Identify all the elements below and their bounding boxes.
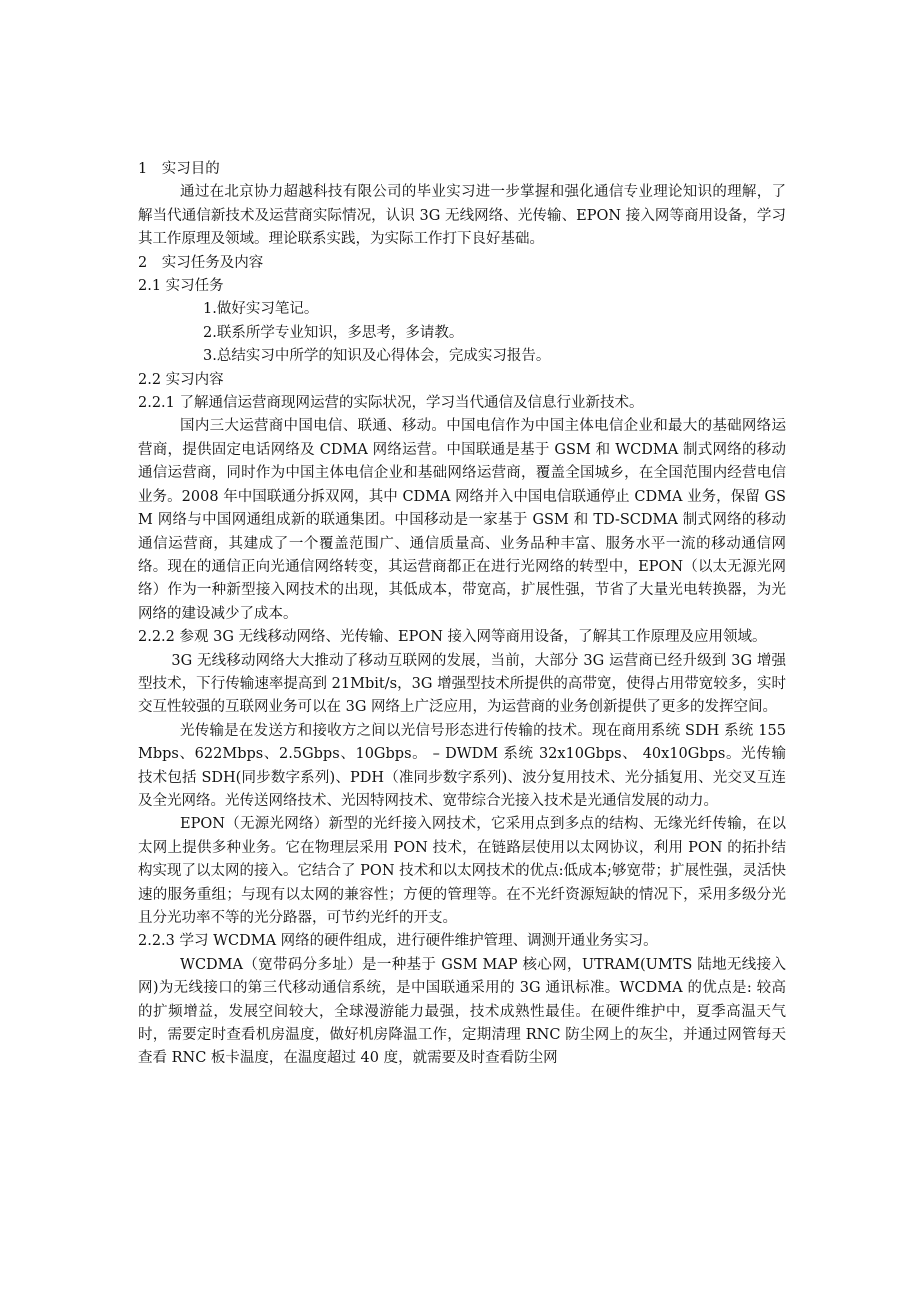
document-page bbox=[138, 158, 786, 1071]
section-2-2-2-paragraph-1: 3G 无线移动网络大大推动了移动互联网的发展，当前，大部分 3G 运营商已经升级到 3G 增强型技术，下行传输速率提高到 21Mbit/s，3G 增强型技术所提供的高带宽，使得占用带宽较多，实时交互性较强的互联网业务可以在 3G 网络上广泛应用，为运营商的业务创新提供了更多的发挥空间。 bbox=[138, 652, 786, 716]
task-item: 1.做好实习笔记。 bbox=[203, 301, 319, 318]
task-item: 2.联系所学专业知识，多思考，多请教。 bbox=[203, 324, 464, 341]
section-2-2-2-paragraph-2: 光传输是在发送方和接收方之间以光信号形态进行传输的技术。现在商用系统 SDH 系统 155Mbps、622Mbps、2.5Gbps、10Gbps。 – DWDM 系统 32x10Gbps、 40x10Gbps。光传输技术包括 SDH(同步数字系列)、PDH（准同步数字系列)、波分复用技术、光分插复用、光交叉互连及全光网络。光传送网络技术、光因特网技术、宽带综合光接入技术是光通信发展的动力。 bbox=[138, 722, 786, 809]
section-1-paragraph: 通过在北京协力超越科技有限公司的毕业实习进一步掌握和强化通信专业理论知识的理解，了解当代通信新技术及运营商实际情况，认识 3G 无线网络、光传输、EPON 接入网等商用设备，学习其工作原理及领域。理论联系实践，为实际工作打下良好基础。 bbox=[138, 184, 786, 248]
section-2-2-1-paragraph: 国内三大运营商中国电信、联通、移动。中国电信作为中国主体电信企业和最大的基础网络运营商，提供固定电话网络及 CDMA 网络运营。中国联通是基于 GSM 和 WCDMA 制式网络的移动通信运营商，同时作为中国主体电信企业和基础网络运营商，覆盖全国城乡，在全国范围内经营电信业务。2008 年中国联通分拆双网，其中 CDMA 网络并入中国电信联通停止 CDMA 业务，保留 GSM 网络与中国网通组成新的联通集团。中国移动是一家基于 GSM 和 TD-SCDMA 制式网络的移动通信运营商，其建成了一个覆盖范围广、通信质量高、业务品种丰富、服务水平一流的移动通信网络。现在的通信正向光通信网络转变，其运营商都正在进行光网络的转型中，EPON（以太无源光网络）作为一种新型接入网技术的出现，其低成本，带宽高，扩展性强，节省了大量光电转换器，为光网络的建设减少了成本。 bbox=[138, 418, 786, 622]
section-2-heading: 2 实习任务及内容 bbox=[138, 254, 264, 271]
section-2-2-3-heading: 2.2.3 学习 WCDMA 网络的硬件组成，进行硬件维护管理、调测开通业务实习。 bbox=[138, 933, 658, 950]
section-2-2-1-heading: 2.2.1 了解通信运营商现网运营的实际状况，学习当代通信及信息行业新技术。 bbox=[138, 395, 644, 412]
section-2-1-heading: 2.1 实习任务 bbox=[138, 278, 224, 295]
section-2-2-2-paragraph-3: EPON（无源光网络）新型的光纤接入网技术，它采用点到多点的结构、无缘光纤传输，在以太网上提供多种业务。它在物理层采用 PON 技术，在链路层使用以太网协议，利用 PON 的拓扑结构实现了以太网的接入。它结合了 PON 技术和以太网技术的优点:低成本;够宽带；扩展性强，灵活快速的服务重组；与现有以太网的兼容性；方便的管理等。在不光纤资源短缺的情况下，采用多级分光且分光功率不等的光分路器，可节约光纤的开支。 bbox=[138, 816, 786, 926]
section-2-2-3-paragraph: WCDMA（宽带码分多址）是一种基于 GSM MAP 核心网，UTRAM(UMTS 陆地无线接入网)为无线接口的第三代移动通信系统，是中国联通采用的 3G 通讯标准。WCDMA 的优点是: 较高的扩频增益，发展空间较大，全球漫游能力最强，技术成熟性最佳。在硬件维护中，夏季高温天气时，需要定时查看机房温度，做好机房降温工作，定期清理 RNC 防尘网上的灰尘，并通过网管每天查看 RNC 板卡温度，在温度超过 40 度，就需要及时查看防尘网 bbox=[138, 956, 786, 1067]
section-2-2-heading: 2.2 实习内容 bbox=[138, 371, 224, 388]
section-1-heading: 1 实习目的 bbox=[138, 161, 220, 177]
section-2-2-2-heading: 2.2.2 参观 3G 无线移动网络、光传输、EPON 接入网等商用设备，了解其工作原理及应用领域。 bbox=[138, 629, 767, 646]
task-item: 3.总结实习中所学的知识及心得体会，完成实习报告。 bbox=[203, 348, 551, 365]
